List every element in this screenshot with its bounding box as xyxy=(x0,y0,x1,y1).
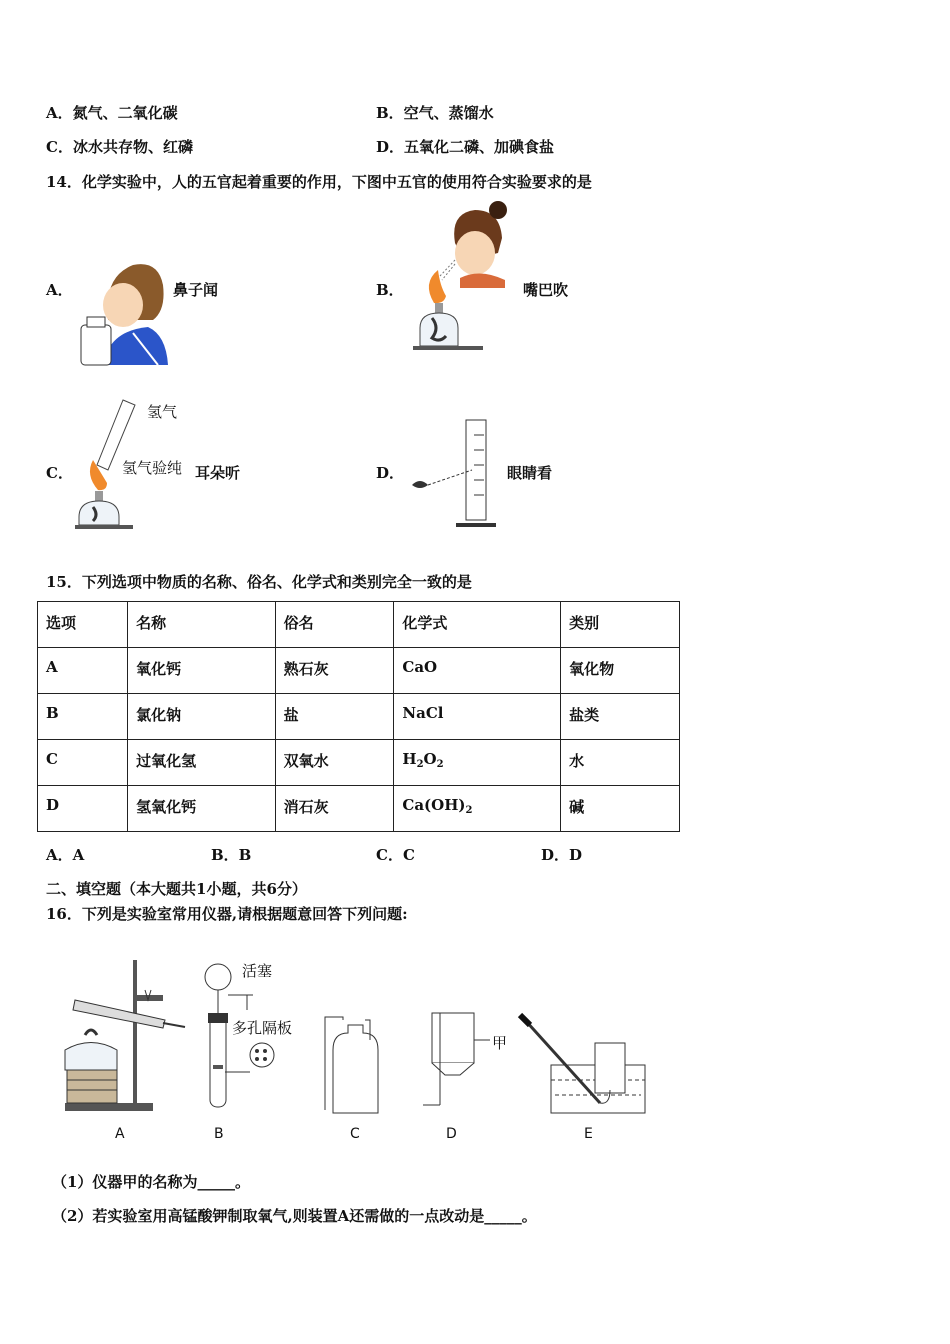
q14-c-text: 耳朵听 xyxy=(195,464,241,482)
cell-common: 消石灰 xyxy=(275,786,394,832)
q13-option-d: D．五氧化二磷、加碘食盐 xyxy=(376,138,555,156)
q14-stem: 14．化学实验中，人的五官起着重要的作用，下图中五官的使用符合实验要求的是 xyxy=(46,173,592,191)
smell-boy-illustration xyxy=(78,255,173,367)
cell-class: 盐类 xyxy=(561,694,680,740)
q15-answer-d: D．D xyxy=(541,846,583,864)
stopcock-label: 活塞 xyxy=(242,962,273,980)
cell-common: 熟石灰 xyxy=(275,648,394,694)
formula-part: Ca(OH) xyxy=(402,796,466,814)
header-cell: 类别 xyxy=(561,602,680,648)
q15-table xyxy=(37,601,680,832)
q15-answer-b: B．B xyxy=(211,846,252,864)
cell-class: 氧化物 xyxy=(561,648,680,694)
cell-common: 双氧水 xyxy=(275,740,394,786)
header-cell: 名称 xyxy=(128,602,276,648)
q15-answer-a: A．A xyxy=(46,846,85,864)
instrument-jia-label: 甲 xyxy=(492,1034,508,1052)
q16-part-1: （1）仪器甲的名称为_____。 xyxy=(52,1173,250,1191)
apparatus-label-d: D xyxy=(446,1126,457,1142)
cell-class: 碱 xyxy=(561,786,680,832)
header-cell: 选项 xyxy=(38,602,128,648)
cell-formula xyxy=(394,786,561,832)
table-row xyxy=(38,786,680,832)
q13-option-b: B．空气、蒸馏水 xyxy=(376,104,494,122)
table-row xyxy=(38,694,680,740)
table-header-row xyxy=(38,602,680,648)
cell-option: C xyxy=(38,740,128,786)
q14-a-label: A． xyxy=(46,281,73,299)
cell-common: 盐 xyxy=(275,694,394,740)
hydrogen-label: 氢气 xyxy=(147,403,178,421)
apparatus-label-b: B xyxy=(214,1126,224,1142)
cell-name: 氢氧化钙 xyxy=(128,786,276,832)
apparatus-label-e: E xyxy=(584,1126,593,1142)
formula-subscript: 2 xyxy=(416,759,424,770)
q15-answer-c: C．C xyxy=(376,846,415,864)
q14-b-label: B． xyxy=(376,281,404,299)
q14-d-text: 眼睛看 xyxy=(507,464,553,482)
cell-name: 氯化钠 xyxy=(128,694,276,740)
q16-stem: 16．下列是实验室常用仪器,请根据题意回答下列问题: xyxy=(46,905,408,923)
q14-a-text: 鼻子闻 xyxy=(173,281,219,299)
porous-plate-label: 多孔隔板 xyxy=(232,1019,293,1037)
table-row xyxy=(38,740,680,786)
formula-part: H xyxy=(402,750,417,768)
q14-c-label: C． xyxy=(46,464,73,482)
cell-option: A xyxy=(38,648,128,694)
q14-d-label: D． xyxy=(376,464,405,482)
cell-formula: CaO xyxy=(394,648,561,694)
blow-girl-illustration xyxy=(410,198,520,363)
q14-b-text: 嘴巴吹 xyxy=(523,281,569,299)
apparatus-label-c: C xyxy=(350,1126,360,1142)
q16-part-2: （2）若实验室用高锰酸钾制取氧气,则装置A还需做的一点改动是_____。 xyxy=(52,1207,537,1225)
q13-option-a: A．氮气、二氧化碳 xyxy=(46,104,178,122)
graduated-cylinder-eye-illustration xyxy=(406,415,501,532)
cell-name: 氧化钙 xyxy=(128,648,276,694)
q15-stem: 15．下列选项中物质的名称、俗名、化学式和类别完全一致的是 xyxy=(46,573,472,591)
cell-class: 水 xyxy=(561,740,680,786)
apparatus-label-a: A xyxy=(115,1126,125,1142)
header-cell: 化学式 xyxy=(394,602,561,648)
cell-formula: NaCl xyxy=(394,694,561,740)
hydrogen-test-label: 氢气验纯 xyxy=(122,459,183,477)
section-2-heading: 二、填空题（本大题共1小题，共6分） xyxy=(46,880,307,898)
cell-formula xyxy=(394,740,561,786)
formula-subscript: 2 xyxy=(436,759,444,770)
cell-name: 过氧化氢 xyxy=(128,740,276,786)
cell-option: D xyxy=(38,786,128,832)
lab-apparatus-figure xyxy=(55,955,655,1145)
table-row xyxy=(38,648,680,694)
formula-subscript: 2 xyxy=(465,805,473,816)
header-cell: 俗名 xyxy=(275,602,394,648)
q13-option-c: C．冰水共存物、红磷 xyxy=(46,138,193,156)
cell-option: B xyxy=(38,694,128,740)
formula-part: O xyxy=(423,750,437,768)
